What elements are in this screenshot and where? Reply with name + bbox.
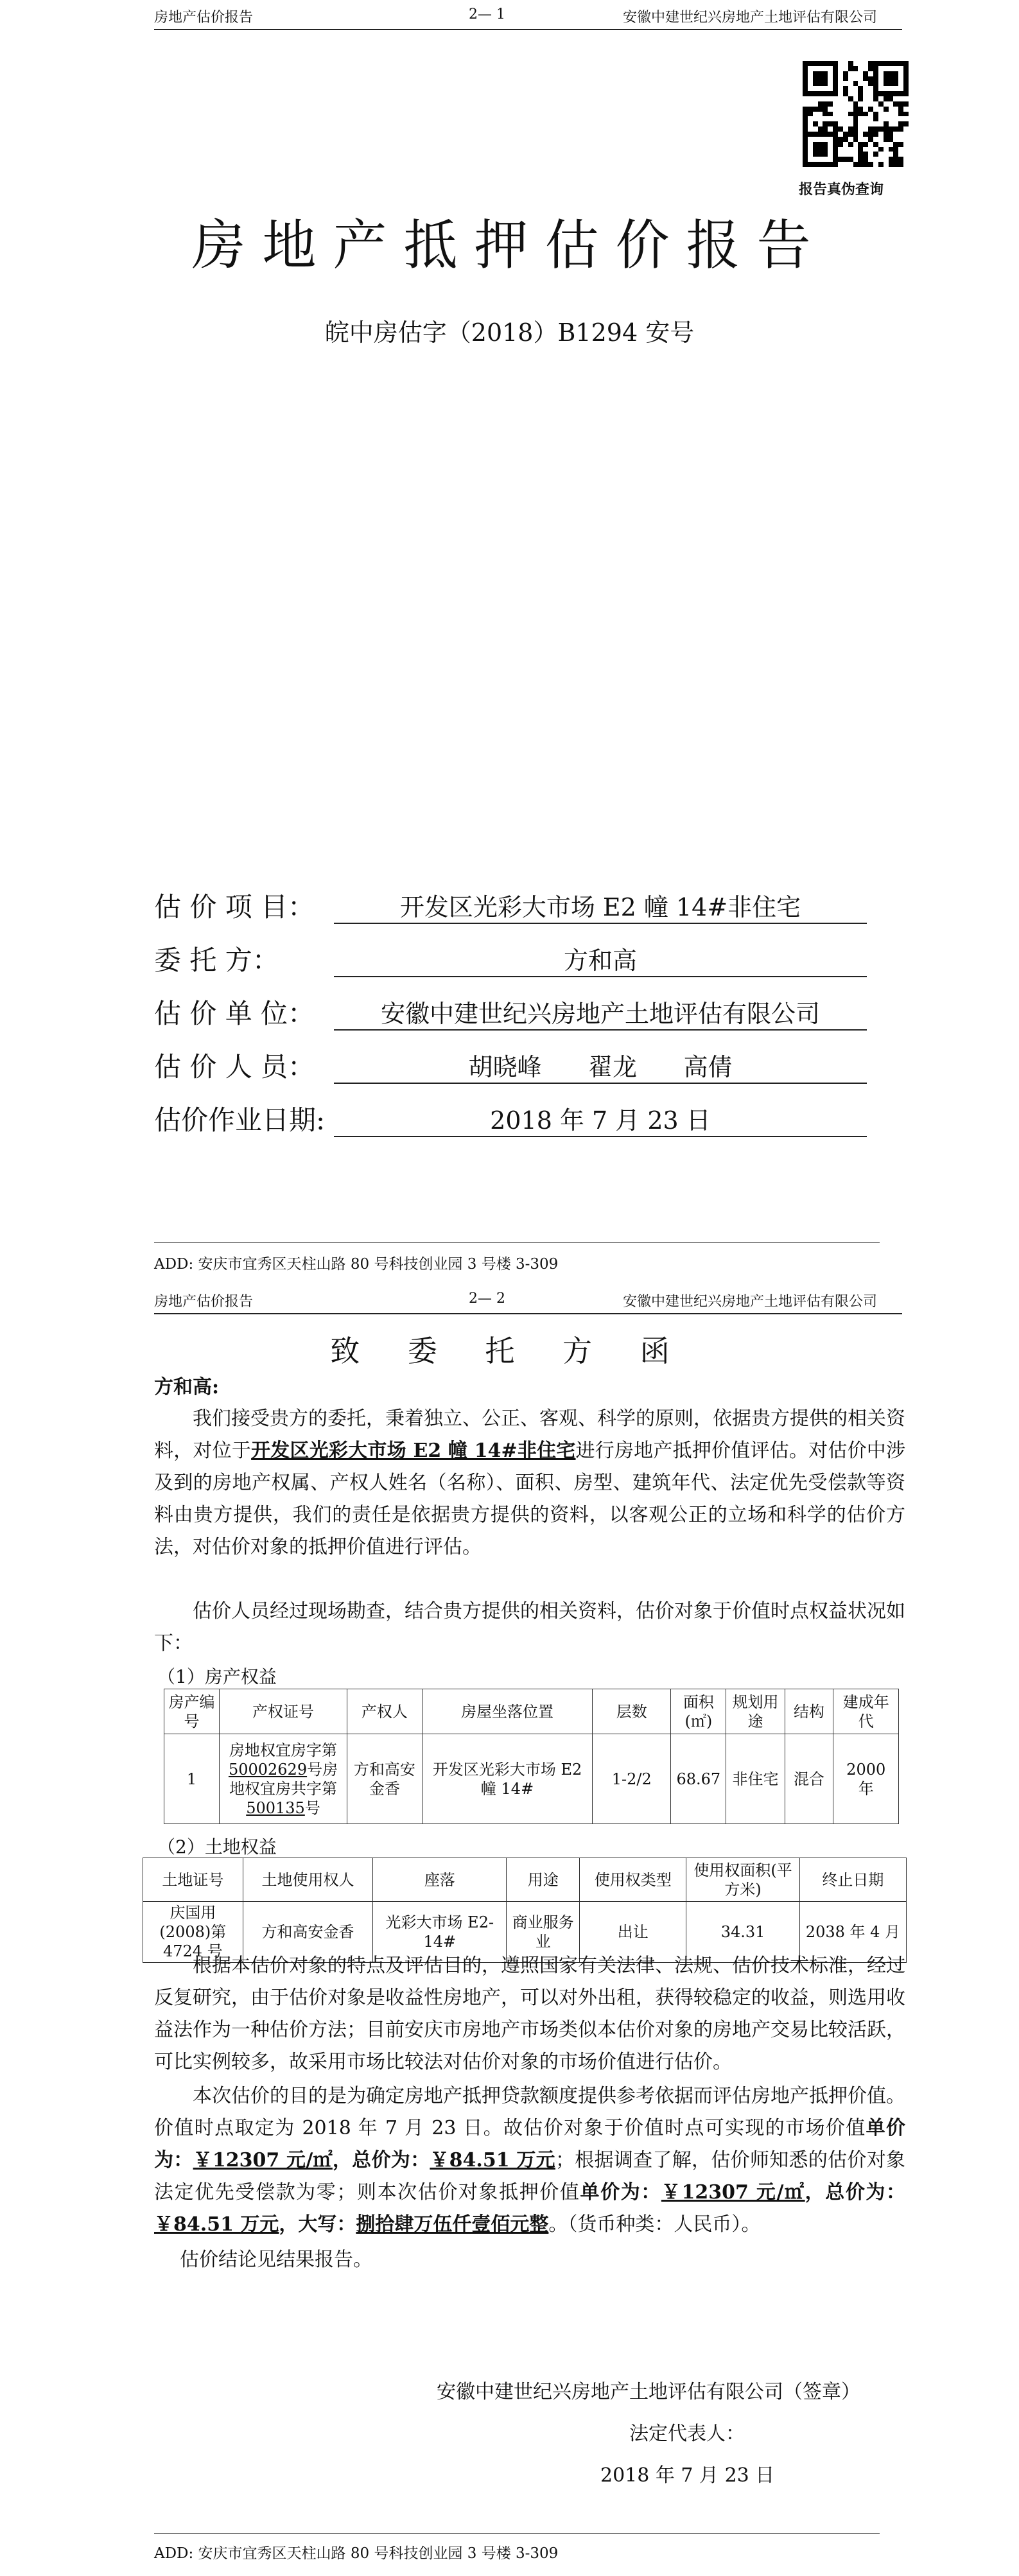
field-value-project: 开发区光彩大市场 E2 幢 14#非住宅 (334, 887, 867, 924)
land-cell-end: 2038 年 4 月 (799, 1902, 906, 1963)
field-label-appraisers: 估 价 人 员： (154, 1051, 315, 1083)
report-title: 房地产抵押估价报告 (191, 214, 828, 277)
land-header-cert: 土地证号 (143, 1858, 243, 1902)
signature-company: 安徽中建世纪兴房地产土地评估有限公司（签章） (437, 2381, 860, 2403)
house-header-no: 房产编号 (164, 1689, 220, 1734)
paragraph-result: 本次估价的目的是为确定房地产抵押贷款额度提供参考依据而评估房地产抵押价值。价值时点取定为 2018 年 7 月 23 日。故估价对象于价值时点可实现的市场价值单价为：￥12307 元/㎡，总价为：￥84.51 万元；根据调查了解，估价师知悉的估价对象法定优先受偿款为零；则本次估价对象抵押价值单价为：￥12307 元/㎡，总价为：￥84.51 万元，大写：捌拾肆万伍仟壹佰元整。（货币种类：人民币）。 (154, 2085, 906, 2236)
page2-footer-rule (154, 2533, 880, 2534)
field-label-firm: 估 价 单 位： (154, 998, 315, 1029)
land-header-location: 座落 (373, 1858, 507, 1902)
signature-date: 2018 年 7 月 23 日 (600, 2464, 775, 2487)
page2-address: ADD: 安庆市宜秀区天柱山路 80 号科技创业园 3 号楼 3-309 (154, 2545, 559, 2562)
house-header-owner: 产权人 (347, 1689, 422, 1734)
paragraph-survey: 估价人员经过现场勘查，结合贵方提供的相关资料，估价对象于价值时点权益状况如下： (154, 1600, 905, 1655)
land-header-end: 终止日期 (799, 1858, 906, 1902)
subject-property: 开发区光彩大市场 E2 幢 14#非住宅 (251, 1440, 576, 1462)
land-rights-table (143, 1858, 907, 1963)
house-header-usage: 规划用途 (726, 1689, 785, 1734)
mortgage-total-words: 捌拾肆万伍仟壹佰元整 (356, 2213, 549, 2236)
house-cell-usage: 非住宅 (726, 1734, 785, 1824)
paragraph-method: 根据本估价对象的特点及评估目的，遵照国家有关法律、法规、估价技术标准，经过反复研究，由于估价对象是收益性房地产，可以对外出租，获得较稳定的收益，则选用收益法作为一种估价方法；目前安庆市房地产市场类似本估价对象的房地产交易比较活跃，可比实例较多，故采用市场比较法对估价对象的市场价值进行估价。 (154, 1954, 905, 2073)
house-header-location: 房屋坐落位置 (422, 1689, 592, 1734)
page2-header-center: 2— 2 (469, 1291, 505, 1307)
paragraph-commission: 我们接受贵方的委托，秉着独立、公正、客观、科学的原则，依据贵方提供的相关资料，对位于开发区光彩大市场 E2 幢 14#非住宅进行房地产抵押价值评估。对估价中涉及到的房地产权属、产权人姓名（名称）、面积、房型、建筑年代、法定优先受偿款等资料由贵方提供，我们的责任是依据贵方提供的资料，以客观公正的立场和科学的估价方法，对估价对象的抵押价值进行评估。 (154, 1407, 906, 1558)
house-header-floors: 层数 (593, 1689, 671, 1734)
land-cell-location: 光彩大市场 E2-14# (373, 1902, 507, 1963)
land-header-area: 使用权面积(平方米) (686, 1858, 800, 1902)
house-cell-floors: 1-2/2 (593, 1734, 671, 1824)
land-header-usage: 用途 (507, 1858, 580, 1902)
house-header-area: 面积(㎡) (671, 1689, 726, 1734)
paragraph-conclusion: 估价结论见结果报告。 (180, 2249, 372, 2271)
section-land-rights: （2）土地权益 (157, 1836, 277, 1858)
house-cell-structure: 混合 (785, 1734, 833, 1824)
field-value-appraisers: 胡晓峰 翟龙 高倩 (334, 1047, 867, 1084)
page1-footer-rule (154, 1242, 880, 1243)
house-header-cert: 产权证号 (220, 1689, 347, 1734)
land-header-type: 使用权类型 (580, 1858, 686, 1902)
table-row (164, 1734, 899, 1824)
page1-address: ADD: 安庆市宜秀区天柱山路 80 号科技创业园 3 号楼 3-309 (154, 1256, 559, 1273)
salutation: 方和高: (154, 1376, 220, 1398)
house-header-year: 建成年代 (833, 1689, 899, 1734)
page2-header-right: 安徽中建世纪兴房地产土地评估有限公司 (623, 1294, 878, 1310)
page2-header-left: 房地产估价报告 (154, 1294, 254, 1310)
mortgage-unit-price: ￥12307 元/㎡ (661, 2181, 805, 2204)
market-total-price: ￥84.51 万元 (430, 2149, 555, 2171)
qr-code-icon (803, 61, 909, 167)
page1-header-left: 房地产估价报告 (154, 10, 254, 26)
house-cell-owner: 方和高安金香 (347, 1734, 422, 1824)
land-cell-area: 34.31 (686, 1902, 800, 1963)
land-cell-usage: 商业服务业 (507, 1902, 580, 1963)
page1-header-center: 2— 1 (469, 6, 505, 22)
land-cell-type: 出让 (580, 1902, 686, 1963)
field-label-client: 委 托 方： (154, 944, 279, 976)
qr-caption: 报告真伪查询 (798, 181, 884, 198)
field-value-client: 方和高 (334, 941, 867, 977)
signature-representative: 法定代表人： (629, 2423, 745, 2445)
page2-header-rule (154, 1313, 902, 1314)
land-cell-cert: 庆国用(2008)第 4724 号 (143, 1902, 243, 1963)
section-house-rights: （1）房产权益 (157, 1666, 277, 1687)
house-cell-area: 68.67 (671, 1734, 726, 1824)
field-label-project: 估 价 项 目： (154, 891, 315, 923)
house-cell-no: 1 (164, 1734, 220, 1824)
house-rights-table (164, 1689, 899, 1824)
page1-header-rule (154, 29, 902, 30)
mortgage-total-price: ￥84.51 万元 (154, 2213, 279, 2236)
market-unit-price: ￥12307 元/㎡ (193, 2149, 333, 2171)
house-cell-cert: 房地权宜房字第50002629号房地权宜房共字第500135号 (220, 1734, 347, 1824)
page1-header-right: 安徽中建世纪兴房地产土地评估有限公司 (623, 10, 878, 26)
land-cell-holder: 方和高安金香 (243, 1902, 373, 1963)
letter-title: 致 委 托 方 函 (330, 1334, 689, 1368)
field-label-date: 估价作业日期: (154, 1104, 326, 1136)
document-number: 皖中房估字（2018）B1294 安号 (324, 318, 695, 347)
house-header-structure: 结构 (785, 1689, 833, 1734)
house-cell-location: 开发区光彩大市场 E2 幢 14# (422, 1734, 592, 1824)
land-header-holder: 土地使用权人 (243, 1858, 373, 1902)
field-value-firm: 安徽中建世纪兴房地产土地评估有限公司 (334, 994, 867, 1031)
field-value-date: 2018 年 7 月 23 日 (334, 1101, 867, 1137)
house-cell-year: 2000 年 (833, 1734, 899, 1824)
